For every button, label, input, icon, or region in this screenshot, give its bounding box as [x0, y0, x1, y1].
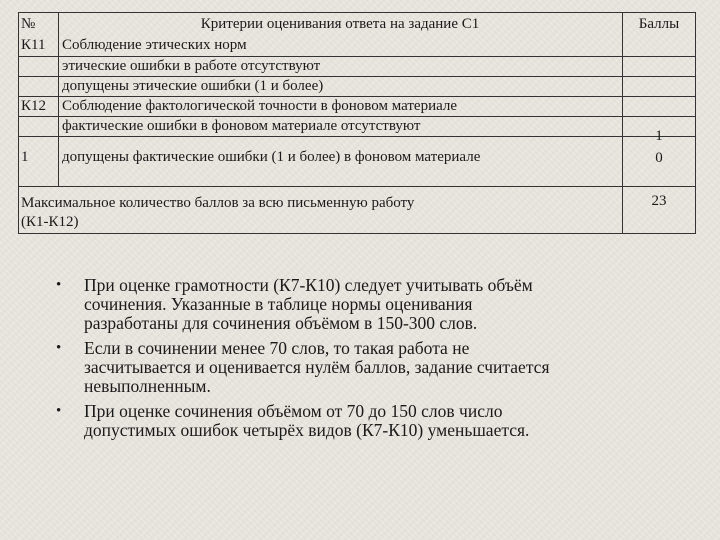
row-points: 1 [655, 128, 663, 144]
list-item [56, 276, 656, 333]
table-rule [18, 136, 696, 137]
criteria-table [18, 12, 696, 234]
row-number: 1 [21, 149, 29, 165]
row-criteria: этические ошибки в работе отсутствуют [62, 58, 321, 74]
note-line: При оценке грамотности (К7-К10) следует учитывать объём [84, 275, 533, 295]
table-border-top [18, 12, 696, 13]
header-points: Баллы [638, 16, 680, 32]
list-item [56, 339, 656, 396]
table-rule [18, 186, 696, 187]
table-border-bottom [18, 233, 696, 234]
row-criteria: допущены этические ошибки (1 и более) [62, 78, 324, 94]
note-line: невыполненным. [84, 376, 211, 396]
note-line: засчитывается и оценивается нулём баллов, задание считается [84, 357, 550, 377]
bullet-icon: • [56, 340, 62, 356]
row-points: 0 [655, 150, 663, 166]
row-number: К11 [21, 37, 46, 53]
list-item [56, 402, 656, 440]
row-criteria: допущены фактические ошибки (1 и более) в фоновом материале [62, 149, 481, 165]
row-criteria: фактические ошибки в фоновом материале отсутствуют [62, 118, 421, 134]
bullet-icon: • [56, 403, 62, 419]
table-border-left [18, 12, 19, 234]
header-number: № [21, 16, 36, 32]
total-label-line2: (К1-К12) [21, 214, 79, 230]
table-col-divider [58, 12, 59, 186]
row-criteria: Соблюдение фактологической точности в фоновом материале [62, 98, 458, 114]
total-points: 23 [651, 193, 667, 209]
bullet-icon: • [56, 277, 62, 293]
note-line: разработаны для сочинения объёмом в 150-300 слов. [84, 313, 478, 333]
row-number: К12 [21, 98, 47, 114]
total-label-line1: Максимальное количество баллов за всю письменную работу [21, 195, 415, 211]
note-line: допустимых ошибок четырёх видов (К7-К10) уменьшается. [84, 420, 530, 440]
note-line: сочинения. Указанные в таблице нормы оценивания [84, 294, 473, 314]
header-criteria: Критерии оценивания ответа на задание С1 [200, 16, 480, 32]
notes-list [56, 276, 656, 446]
note-line: Если в сочинении менее 70 слов, то такая работа не [84, 338, 470, 358]
row-criteria: Соблюдение этических норм [62, 37, 247, 53]
note-line: При оценке сочинения объёмом от 70 до 150 слов число [84, 401, 503, 421]
